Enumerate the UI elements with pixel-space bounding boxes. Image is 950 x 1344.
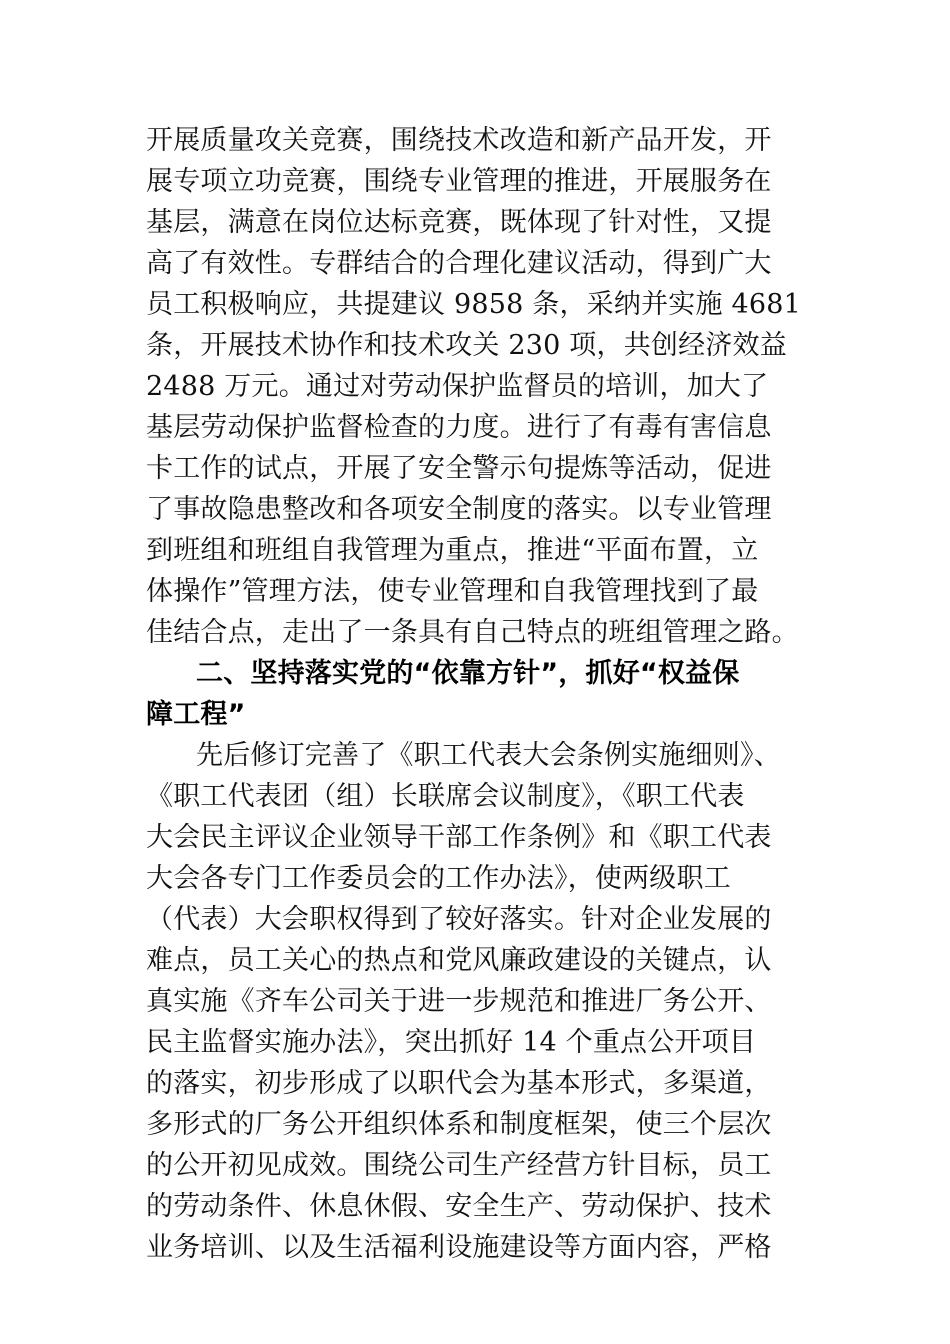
text-line: 条，开展技术协作和技术攻关 230 项，共创经济效益 [146,330,787,361]
text-line: （代表）大会职权得到了较好落实。针对企业发展的 [146,904,772,935]
text-line: 大会民主评议企业领导干部工作条例》和《职工代表 [146,822,772,853]
text-line: 业务培训、以及生活福利设施建设等方面内容，严格 [146,1232,772,1263]
text-line: 《职工代表团（组）长联席会议制度》，《职工代表 [146,781,745,812]
text-line: 多形式的厂务公开组织体系和制度框架，使三个层次 [146,1109,772,1140]
text-line: 真实施《齐车公司关于进一步规范和推进厂务公开、 [146,986,772,1017]
text-line: 难点，员工关心的热点和党风廉政建设的关键点，认 [146,945,772,976]
heading-line: 障工程” [146,699,246,730]
text-line: 大会各专门工作委员会的工作办法》，使两级职工 [146,863,731,894]
text-line: 的落实，初步形成了以职代会为基本形式，多渠道， [146,1068,772,1099]
text-line: 的公开初见成效。围绕公司生产经营方针目标，员工 [146,1150,772,1181]
text-line: 体操作”管理方法，使专业管理和自我管理找到了最 [146,576,759,607]
text-line: 到班组和班组自我管理为重点，推进“平面布置，立 [146,535,759,566]
text-line: 佳结合点，走出了一条具有自己特点的班组管理之路。 [146,617,799,648]
text-line: 先后修订完善了《职工代表大会条例实施细则》、 [196,740,781,771]
text-line: 的劳动条件、休息休假、安全生产、劳动保护、技术 [146,1191,772,1222]
text-line: 基层劳动保护监督检查的力度。进行了有毒有害信息 [146,412,772,443]
text-line: 了事故隐患整改和各项安全制度的落实。以专业管理 [146,494,772,525]
text-line: 开展质量攻关竞赛，围绕技术改造和新产品开发，开 [146,125,772,156]
text-line: 民主监督实施办法》，突出抓好 14 个重点公开项目 [146,1027,757,1058]
heading-line: 二、坚持落实党的“依靠方针”，抓好“权益保 [196,658,740,689]
text-line: 基层，满意在岗位达标竞赛，既体现了针对性，又提 [146,207,772,238]
text-line: 员工积极响应，共提建议 9858 条，采纳并实施 4681 [146,289,801,320]
text-line: 卡工作的试点，开展了安全警示句提炼等活动，促进 [146,453,772,484]
text-line: 高了有效性。专群结合的合理化建议活动，得到广大 [146,248,772,279]
text-line: 展专项立功竞赛，围绕专业管理的推进，开展服务在 [146,166,772,197]
text-line: 2488 万元。通过对劳动保护监督员的培训，加大了 [146,371,769,402]
